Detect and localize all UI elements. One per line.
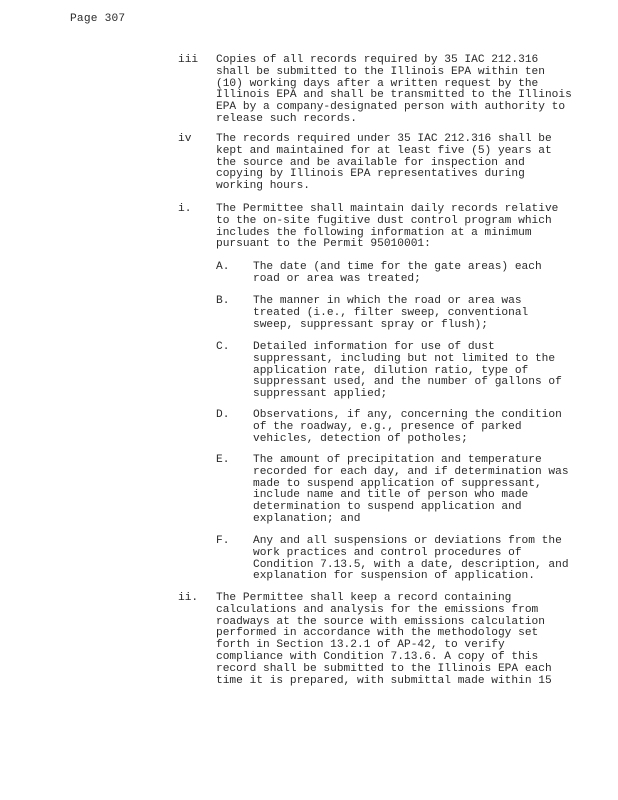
item-text: Any and all suspensions or deviations from the work practices and control procedures of Condition 7.13.5, with a date, description, and explanation for suspension of application. xyxy=(253,535,569,583)
item-text: The manner in which the road or area was treated (i.e., filter sweep, conventional sweep, suppressant spray or flush); xyxy=(253,295,529,331)
item-text: The amount of precipitation and temperature recorded for each day, and if determination was made to suspend application of suppressant, include name and title of person who made determination to suspend application and explanation; and xyxy=(253,454,569,525)
item-text: Detailed information for use of dust suppressant, including but not limited to the application rate, dilution ratio, type of suppressant used, and the number of gallons of suppressant applied; xyxy=(253,341,562,401)
item-text: The records required under 35 IAC 212.316 shall be kept and maintained for at least five (5) years at the source and be available for inspection and copying by Illinois EPA representatives during working hours. xyxy=(216,133,552,193)
item-text: The Permittee shall maintain daily records relative to the on-site fugitive dust control program which includes the following information at a minimum pursuant to the Permit 95010001: xyxy=(216,203,559,251)
item-label: E. xyxy=(216,454,230,466)
item-label: i. xyxy=(178,203,192,215)
item-text: Observations, if any, concerning the condition of the roadway, e.g., presence of parked vehicles, detection of potholes; xyxy=(253,409,562,445)
item-label: ii. xyxy=(178,592,199,604)
item-label: D. xyxy=(216,409,230,421)
item-label: B. xyxy=(216,295,230,307)
item-label: iii xyxy=(178,54,199,66)
item-label: A. xyxy=(216,261,230,273)
item-label: C. xyxy=(216,341,230,353)
item-text: The Permittee shall keep a record containing calculations and analysis for the emissions from roadways at the source with emissions calculation performed in accordance with the methodology set forth in Section 13.2.1 of AP-42, to verify compliance with Condition 7.13.6. A copy of this record shall be submitted to the Illinois EPA each time it is prepared, with submittal made within 15 xyxy=(216,592,552,687)
item-label: iv xyxy=(178,133,192,145)
page-number: Page 307 xyxy=(70,13,126,25)
item-text: The date (and time for the gate areas) each road or area was treated; xyxy=(253,261,542,285)
item-text: Copies of all records required by 35 IAC 212.316 shall be submitted to the Illinois EPA within ten (10) working days after a written request by the Illinois EPA and shall be transmitted to the Illinois EPA by a company-designated person with authority to release such records. xyxy=(216,54,572,125)
item-label: F. xyxy=(216,535,230,547)
